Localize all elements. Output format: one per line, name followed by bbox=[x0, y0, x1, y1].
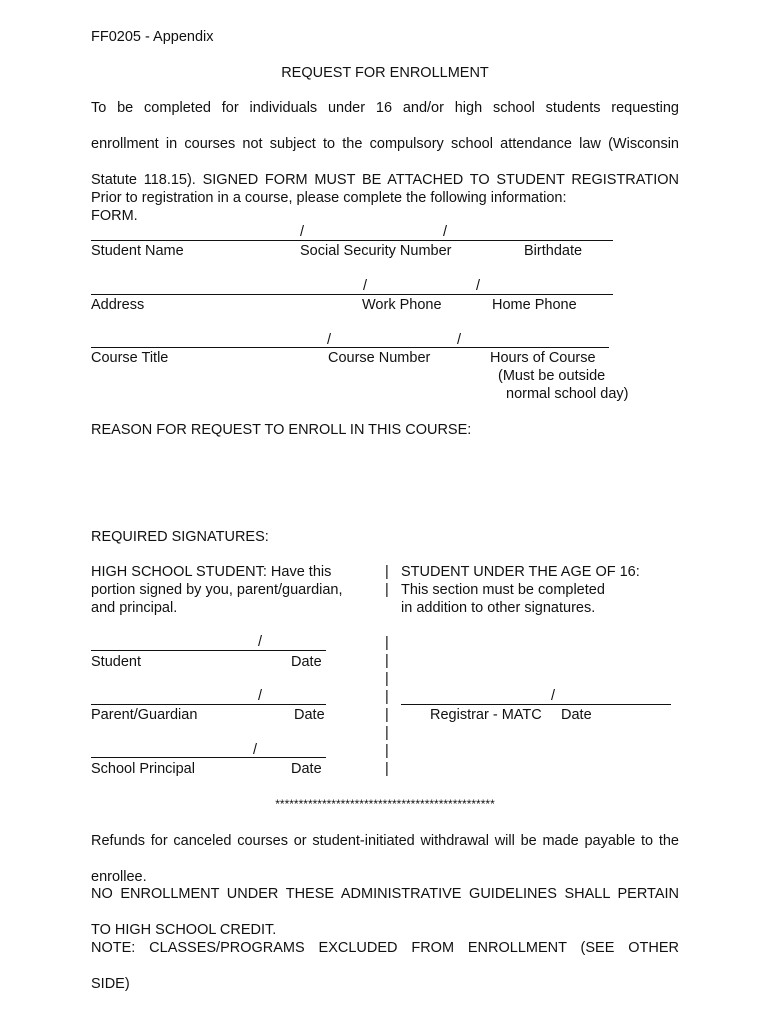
student-info-line[interactable] bbox=[91, 240, 613, 241]
column-divider: | bbox=[385, 635, 389, 651]
parent-signature-label: Parent/Guardian bbox=[91, 707, 198, 723]
address-info-line[interactable] bbox=[91, 294, 613, 295]
birthdate-label: Birthdate bbox=[524, 243, 583, 259]
home-phone-label: Home Phone bbox=[492, 297, 577, 313]
registrar-date-label: Date bbox=[561, 707, 592, 723]
reason-heading: REASON FOR REQUEST TO ENROLL IN THIS COURSE: bbox=[91, 422, 472, 438]
column-divider: | bbox=[385, 564, 389, 580]
intro-line-2: enrollment in courses not subject to the compulsory school attendance law (Wisconsin bbox=[91, 136, 679, 152]
no-enrollment-paragraph bbox=[91, 885, 679, 939]
hs-student-intro-2: portion signed by you, parent/guardian, bbox=[91, 582, 343, 598]
no-enrollment-line-2: TO HIGH SCHOOL CREDIT. bbox=[91, 922, 277, 938]
row1-separator-2: / bbox=[443, 224, 448, 240]
row2-separator-1: / bbox=[363, 278, 368, 294]
principal-signature-label: School Principal bbox=[91, 761, 195, 777]
signatures-heading: REQUIRED SIGNATURES: bbox=[91, 529, 269, 545]
registrar-signature-label: Registrar - MATC bbox=[430, 707, 542, 723]
intro-line-3: Statute 118.15). SIGNED FORM MUST BE ATTACHED TO STUDENT REGISTRATION bbox=[91, 172, 679, 188]
intro-line-4: FORM. bbox=[91, 208, 138, 224]
student-signature-line[interactable] bbox=[91, 650, 326, 651]
row3-separator-2: / bbox=[457, 332, 462, 348]
refund-line-1: Refunds for canceled courses or student-initiated withdrawal will be made payable to the bbox=[91, 833, 679, 849]
parent-date-label: Date bbox=[294, 707, 325, 723]
student-name-label: Student Name bbox=[91, 243, 184, 259]
note-paragraph bbox=[91, 939, 679, 993]
course-info-line[interactable] bbox=[91, 347, 609, 348]
address-label: Address bbox=[91, 297, 145, 313]
document-code: FF0205 - Appendix bbox=[91, 29, 214, 45]
under-16-intro-2: This section must be completed bbox=[401, 582, 605, 598]
hours-label: Hours of Course bbox=[490, 350, 596, 366]
hs-student-intro-1: HIGH SCHOOL STUDENT: Have this bbox=[91, 564, 332, 580]
prior-instructions: Prior to registration in a course, please complete the following information: bbox=[91, 190, 567, 206]
student-date-label: Date bbox=[291, 654, 322, 670]
note-line-2: SIDE) bbox=[91, 976, 130, 992]
column-divider: | bbox=[385, 653, 389, 669]
row2-separator-2: / bbox=[476, 278, 481, 294]
column-divider: | bbox=[385, 725, 389, 741]
course-number-label: Course Number bbox=[328, 350, 431, 366]
parent-date-separator: / bbox=[258, 688, 263, 704]
column-divider: | bbox=[385, 743, 389, 759]
under-16-intro-1: STUDENT UNDER THE AGE OF 16: bbox=[401, 564, 640, 580]
page-title: REQUEST FOR ENROLLMENT bbox=[281, 65, 489, 81]
hours-note-1: (Must be outside bbox=[498, 368, 606, 384]
registrar-date-separator: / bbox=[551, 688, 556, 704]
principal-signature-line[interactable] bbox=[91, 757, 326, 758]
student-date-separator: / bbox=[258, 634, 263, 650]
hs-student-intro-3: and principal. bbox=[91, 600, 178, 616]
row3-separator-1: / bbox=[327, 332, 332, 348]
course-title-label: Course Title bbox=[91, 350, 169, 366]
note-line-1: NOTE: CLASSES/PROGRAMS EXCLUDED FROM ENROLLMENT (SEE OTHER bbox=[91, 940, 679, 956]
column-divider: | bbox=[385, 761, 389, 777]
star-divider: *********************************************** bbox=[275, 797, 495, 811]
under-16-intro-3: in addition to other signatures. bbox=[401, 600, 596, 616]
ssn-label: Social Security Number bbox=[300, 243, 452, 259]
column-divider: | bbox=[385, 582, 389, 598]
work-phone-label: Work Phone bbox=[362, 297, 442, 313]
student-signature-label: Student bbox=[91, 654, 141, 670]
no-enrollment-line-1: NO ENROLLMENT UNDER THESE ADMINISTRATIVE GUIDELINES SHALL PERTAIN bbox=[91, 886, 679, 902]
hours-note-2: normal school day) bbox=[506, 386, 629, 402]
refund-paragraph bbox=[91, 832, 679, 886]
registrar-signature-line[interactable] bbox=[401, 704, 671, 705]
refund-line-2: enrollee. bbox=[91, 869, 147, 885]
parent-signature-line[interactable] bbox=[91, 704, 326, 705]
principal-date-separator: / bbox=[253, 742, 258, 758]
intro-line-1: To be completed for individuals under 16 and/or high school students requesting bbox=[91, 100, 679, 116]
principal-date-label: Date bbox=[291, 761, 322, 777]
row1-separator-1: / bbox=[300, 224, 305, 240]
column-divider: | bbox=[385, 671, 389, 687]
column-divider: | bbox=[385, 707, 389, 723]
column-divider: | bbox=[385, 689, 389, 705]
